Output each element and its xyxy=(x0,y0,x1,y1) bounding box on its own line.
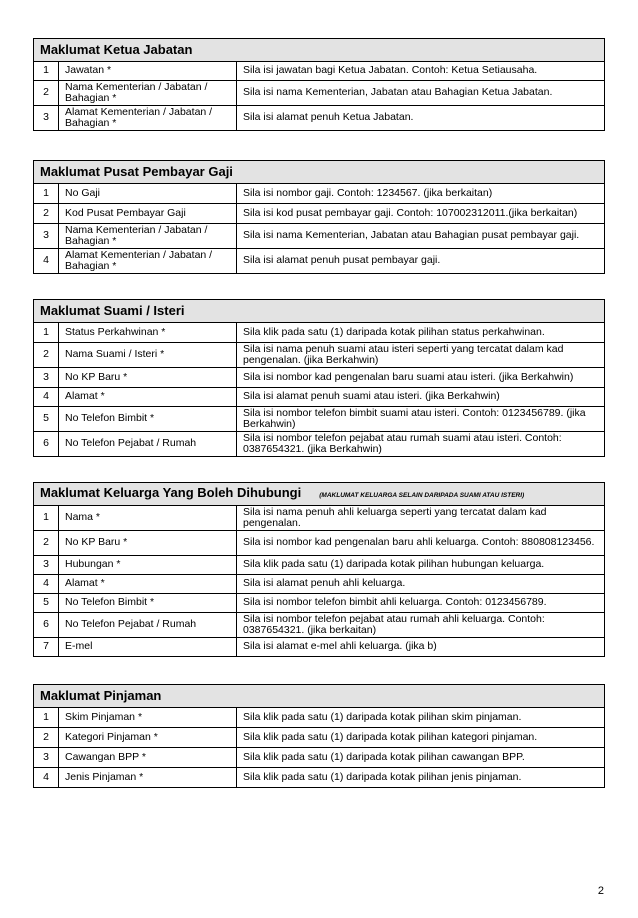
row-number: 1 xyxy=(34,184,59,204)
field-name: No KP Baru * xyxy=(59,531,237,556)
field-name: No Telefon Pejabat / Rumah xyxy=(59,432,237,457)
row-number: 5 xyxy=(34,594,59,613)
field-description: Sila isi nombor telefon bimbit ahli keluarga. Contoh: 0123456789. xyxy=(237,594,605,613)
field-name: Alamat * xyxy=(59,388,237,407)
row-number: 1 xyxy=(34,62,59,81)
field-description: Sila klik pada satu (1) daripada kotak pilihan skim pinjaman. xyxy=(237,708,605,728)
field-description: Sila isi kod pusat pembayar gaji. Contoh: 107002312011.(jika berkaitan) xyxy=(237,204,605,224)
field-description: Sila isi alamat e-mel ahli keluarga. (jika b) xyxy=(237,638,605,657)
field-description: Sila klik pada satu (1) daripada kotak pilihan cawangan BPP. xyxy=(237,748,605,768)
field-name: Nama Kementerian / Jabatan / Bahagian * xyxy=(59,224,237,249)
table-row xyxy=(34,575,605,594)
table-row xyxy=(34,638,605,657)
table-row xyxy=(34,204,605,224)
row-number: 2 xyxy=(34,81,59,106)
table-row xyxy=(34,81,605,106)
field-name: Alamat Kementerian / Jabatan / Bahagian * xyxy=(59,106,237,131)
field-name: Cawangan BPP * xyxy=(59,748,237,768)
page-number: 2 xyxy=(597,885,604,897)
section-keluarga xyxy=(33,482,605,657)
table-row xyxy=(34,594,605,613)
row-number: 4 xyxy=(34,388,59,407)
field-name: Jenis Pinjaman * xyxy=(59,768,237,788)
field-description: Sila klik pada satu (1) daripada kotak pilihan jenis pinjaman. xyxy=(237,768,605,788)
table-row xyxy=(34,613,605,638)
table-row xyxy=(34,62,605,81)
table-row xyxy=(34,556,605,575)
row-number: 2 xyxy=(34,728,59,748)
row-number: 3 xyxy=(34,556,59,575)
row-number: 6 xyxy=(34,613,59,638)
field-name: Nama Suami / Isteri * xyxy=(59,343,237,368)
field-description: Sila isi nama Kementerian, Jabatan atau Bahagian pusat pembayar gaji. xyxy=(237,224,605,249)
field-name: Alamat * xyxy=(59,575,237,594)
field-name: Skim Pinjaman * xyxy=(59,708,237,728)
section-title: Maklumat Pusat Pembayar Gaji xyxy=(34,161,605,184)
field-description: Sila isi alamat penuh Ketua Jabatan. xyxy=(237,106,605,131)
field-name: No Telefon Pejabat / Rumah xyxy=(59,613,237,638)
field-description: Sila isi nombor telefon bimbit suami atau isteri. Contoh: 0123456789. (jika Berkahwin) xyxy=(237,407,605,432)
table-row xyxy=(34,106,605,131)
field-description: Sila klik pada satu (1) daripada kotak pilihan kategori pinjaman. xyxy=(237,728,605,748)
field-description: Sila isi alamat penuh suami atau isteri. (jika Berkahwin) xyxy=(237,388,605,407)
section-pinjaman xyxy=(33,684,605,788)
table-row xyxy=(34,531,605,556)
field-description: Sila isi nombor kad pengenalan baru suami atau isteri. (jika Berkahwin) xyxy=(237,368,605,388)
section-title: Maklumat Suami / Isteri xyxy=(34,300,605,323)
table-row xyxy=(34,506,605,531)
field-name: Kod Pusat Pembayar Gaji xyxy=(59,204,237,224)
field-description: Sila isi nama penuh suami atau isteri seperti yang tercatat dalam kad pengenalan. (jika Berkahwin) xyxy=(237,343,605,368)
field-description: Sila isi nama penuh ahli keluarga seperti yang tercatat dalam kad pengenalan. xyxy=(237,506,605,531)
row-number: 2 xyxy=(34,343,59,368)
field-name: Nama * xyxy=(59,506,237,531)
field-description: Sila isi jawatan bagi Ketua Jabatan. Contoh: Ketua Setiausaha. xyxy=(237,62,605,81)
field-name: Kategori Pinjaman * xyxy=(59,728,237,748)
field-name: E-mel xyxy=(59,638,237,657)
table-row xyxy=(34,368,605,388)
table-row xyxy=(34,708,605,728)
row-number: 3 xyxy=(34,224,59,249)
table-row xyxy=(34,343,605,368)
table-row xyxy=(34,224,605,249)
field-name: No KP Baru * xyxy=(59,368,237,388)
row-number: 2 xyxy=(34,204,59,224)
section-ketua-jabatan xyxy=(33,38,605,131)
row-number: 5 xyxy=(34,407,59,432)
field-name: Hubungan * xyxy=(59,556,237,575)
section-title: Maklumat Pinjaman xyxy=(34,685,605,708)
field-description: Sila isi nombor telefon pejabat atau rumah suami atau isteri. Contoh: 0387654321. (jika Berkahwin) xyxy=(237,432,605,457)
row-number: 3 xyxy=(34,368,59,388)
row-number: 4 xyxy=(34,249,59,274)
row-number: 3 xyxy=(34,748,59,768)
field-name: No Gaji xyxy=(59,184,237,204)
field-description: Sila klik pada satu (1) daripada kotak pilihan status perkahwinan. xyxy=(237,323,605,343)
field-name: Nama Kementerian / Jabatan / Bahagian * xyxy=(59,81,237,106)
field-description: Sila isi nama Kementerian, Jabatan atau Bahagian Ketua Jabatan. xyxy=(237,81,605,106)
row-number: 1 xyxy=(34,506,59,531)
field-name: Alamat Kementerian / Jabatan / Bahagian * xyxy=(59,249,237,274)
field-description: Sila isi alamat penuh pusat pembayar gaji. xyxy=(237,249,605,274)
field-name: Jawatan * xyxy=(59,62,237,81)
row-number: 1 xyxy=(34,708,59,728)
field-name: Status Perkahwinan * xyxy=(59,323,237,343)
row-number: 4 xyxy=(34,575,59,594)
row-number: 4 xyxy=(34,768,59,788)
field-description: Sila isi nombor telefon pejabat atau rumah ahli keluarga. Contoh: 0387654321. (jika berkaitan) xyxy=(237,613,605,638)
table-row xyxy=(34,407,605,432)
section-note: (MAKLUMAT KELUARGA SELAIN DARIPADA SUAMI ATAU ISTERI) xyxy=(319,491,525,499)
table-row xyxy=(34,323,605,343)
table-row xyxy=(34,432,605,457)
table-row xyxy=(34,249,605,274)
field-description: Sila isi nombor kad pengenalan baru ahli keluarga. Contoh: 880808123456. xyxy=(237,531,605,556)
field-name: No Telefon Bimbit * xyxy=(59,407,237,432)
section-title: Maklumat Ketua Jabatan xyxy=(34,39,605,62)
field-description: Sila klik pada satu (1) daripada kotak pilihan hubungan keluarga. xyxy=(237,556,605,575)
table-row xyxy=(34,768,605,788)
field-description: Sila isi alamat penuh ahli keluarga. xyxy=(237,575,605,594)
row-number: 1 xyxy=(34,323,59,343)
table-row xyxy=(34,748,605,768)
table-row xyxy=(34,184,605,204)
table-row xyxy=(34,388,605,407)
table-row xyxy=(34,728,605,748)
row-number: 6 xyxy=(34,432,59,457)
section-suami-isteri xyxy=(33,299,605,457)
row-number: 2 xyxy=(34,531,59,556)
section-pusat-pembayar-gaji xyxy=(33,160,605,274)
field-name: No Telefon Bimbit * xyxy=(59,594,237,613)
row-number: 7 xyxy=(34,638,59,657)
field-description: Sila isi nombor gaji. Contoh: 1234567. (jika berkaitan) xyxy=(237,184,605,204)
row-number: 3 xyxy=(34,106,59,131)
section-title: Maklumat Keluarga Yang Boleh Dihubungi xyxy=(40,484,302,500)
